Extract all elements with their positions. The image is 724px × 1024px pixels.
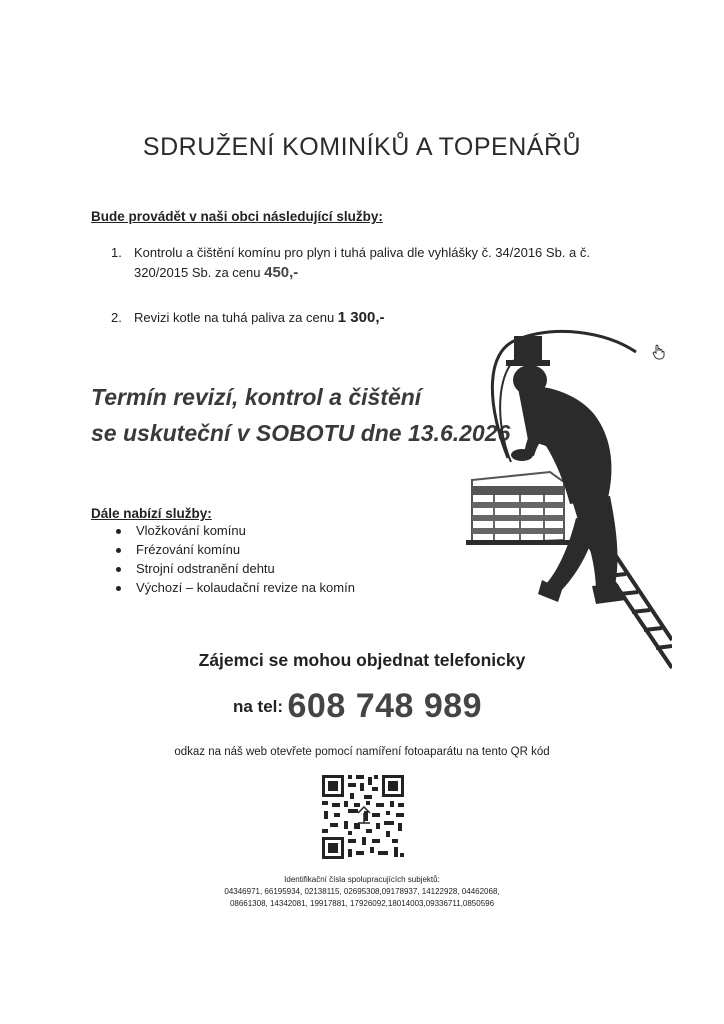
service-price: 1 300,- [337, 309, 385, 326]
identification-numbers [0, 874, 724, 910]
service-number: 2. [111, 310, 122, 325]
qr-instructions: odkaz na náš web otevřete pomocí namíření fotoaparátu na tento QR kód [174, 746, 550, 758]
chimney-sweep-figure [506, 336, 626, 604]
more-services-list [116, 521, 355, 597]
phone-line [233, 687, 482, 726]
order-heading: Zájemci se mohou objednat telefonicky [198, 650, 526, 670]
ids-heading: Identifikační čísla spolupracujících subjektů: [284, 875, 440, 884]
services-intro: Bude provádět v naši obci následující služby: [91, 209, 383, 224]
qr-code-icon[interactable] [320, 773, 406, 861]
service-text: Revizi kotle na tuhá paliva za cenu 1 300,- [134, 309, 385, 326]
phone-label: na tel: [233, 697, 284, 716]
service-text: Kontrolu a čištění komínu pro plyn i tuhá paliva dle vyhlášky č. 34/2016 Sb. a č. 320/2015 Sb. za cenu 450,- [134, 245, 590, 281]
ids-line-2: 08661308, 14342081, 19917881, 17926092,18014003,09336711,0850596 [229, 899, 495, 908]
ids-line-1: 04346971, 66195934, 02138115, 02695308,09178937, 14122928, 04462068, [224, 887, 500, 896]
list-item: Frézování komínu [116, 540, 355, 559]
page-title: SDRUŽENÍ KOMINÍKŮ A TOPENÁŘŮ [142, 133, 582, 161]
phone-number: 608 748 989 [287, 687, 483, 725]
service-price: 450,- [264, 264, 299, 281]
hand-cursor-icon [652, 344, 666, 360]
list-item: Strojní odstranění dehtu [116, 559, 355, 578]
list-item: Výchozí – kolaudační revize na komín [116, 578, 355, 597]
term-line-2: se uskuteční v SOBOTU dne 13.6.2026 [91, 420, 511, 446]
term-line-1: Termín revizí, kontrol a čištění [91, 384, 422, 410]
list-item: Vložkování komínu [116, 521, 355, 540]
service-number: 1. [111, 245, 122, 260]
chimney-sweep-illustration [446, 322, 672, 672]
more-services-title: Dále nabízí služby: [91, 506, 212, 521]
